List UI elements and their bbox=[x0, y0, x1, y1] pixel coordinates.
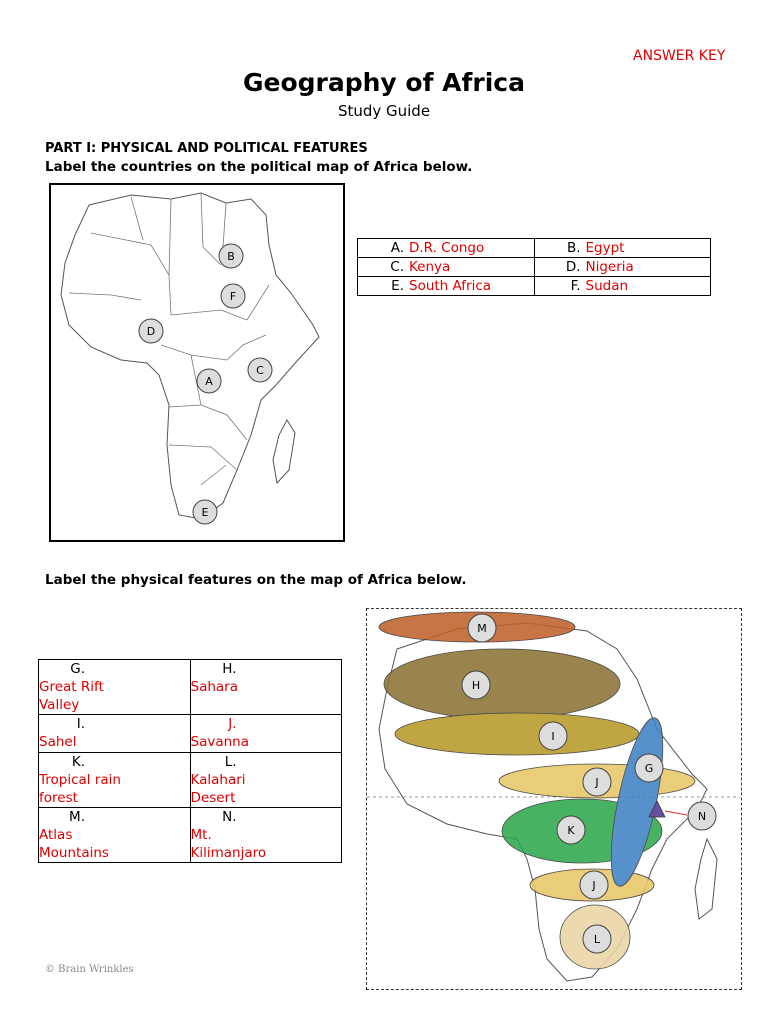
answer: Nigeria bbox=[585, 259, 634, 275]
marker-d: D bbox=[146, 325, 156, 338]
answer: Sahara bbox=[190, 679, 238, 695]
physical-map-drawing bbox=[367, 609, 740, 988]
answer: Tropical rain forest bbox=[39, 772, 121, 806]
political-map bbox=[49, 183, 345, 542]
instruction-physical: Label the physical features on the map of Africa below. bbox=[45, 572, 467, 588]
letter: H. bbox=[222, 661, 237, 677]
marker-a: A bbox=[205, 375, 213, 388]
table-row bbox=[39, 753, 342, 808]
part-heading: PART I: PHYSICAL AND POLITICAL FEATURES bbox=[45, 141, 368, 156]
marker-e: E bbox=[201, 506, 209, 519]
marker-i: I bbox=[551, 730, 555, 743]
page-title: Geography of Africa bbox=[242, 68, 525, 97]
answer-key-label: ANSWER KEY bbox=[633, 48, 726, 64]
marker-k: K bbox=[567, 824, 575, 837]
sahara-region bbox=[384, 649, 620, 719]
marker-l: L bbox=[593, 933, 601, 946]
letter: G. bbox=[70, 661, 85, 677]
political-map-drawing bbox=[51, 185, 343, 540]
letter: F. bbox=[570, 278, 581, 294]
answer: Sahel bbox=[39, 734, 77, 750]
letter: N. bbox=[222, 809, 237, 825]
answer: Kenya bbox=[409, 259, 451, 275]
table-row bbox=[39, 715, 342, 753]
letter: E. bbox=[391, 278, 404, 294]
marker-j-south: J bbox=[592, 879, 596, 892]
marker-m: M bbox=[477, 622, 487, 635]
marker-n: N bbox=[697, 810, 707, 823]
answer: D.R. Congo bbox=[409, 240, 485, 256]
answer: Savanna bbox=[190, 734, 249, 750]
letter: J. bbox=[228, 716, 237, 732]
madagascar-outline bbox=[695, 839, 717, 919]
letter: D. bbox=[565, 259, 581, 275]
letter: L. bbox=[224, 754, 237, 770]
countries-answer-table bbox=[357, 238, 711, 296]
marker-c: C bbox=[256, 364, 264, 377]
physical-answer-table bbox=[38, 659, 342, 863]
copyright: © Brain Wrinkles bbox=[45, 964, 134, 975]
page-subtitle: Study Guide bbox=[337, 102, 431, 120]
table-row bbox=[358, 277, 711, 296]
table-row bbox=[358, 239, 711, 258]
answer: Kalahari Desert bbox=[190, 772, 246, 806]
table-row bbox=[39, 660, 342, 715]
marker-b: B bbox=[227, 250, 235, 263]
answer: Atlas Mountains bbox=[39, 827, 109, 861]
answer: Egypt bbox=[585, 240, 625, 256]
instruction-countries: Label the countries on the political map of Africa below. bbox=[45, 159, 473, 175]
table-row bbox=[358, 258, 711, 277]
letter: A. bbox=[390, 240, 404, 256]
letter: B. bbox=[566, 240, 581, 256]
letter: C. bbox=[390, 259, 404, 275]
marker-h: H bbox=[471, 679, 481, 692]
sahel-region bbox=[395, 713, 639, 755]
answer: Sudan bbox=[585, 278, 629, 294]
physical-map bbox=[366, 608, 742, 990]
answer: South Africa bbox=[409, 278, 492, 294]
answer: Great Rift Valley bbox=[39, 679, 104, 713]
marker-g: G bbox=[644, 762, 654, 775]
letter: I. bbox=[76, 716, 85, 732]
table-row bbox=[39, 808, 342, 863]
answer: Mt. Kilimanjaro bbox=[190, 827, 267, 861]
letter: K. bbox=[71, 754, 85, 770]
marker-f: F bbox=[229, 290, 237, 303]
marker-j-north: J bbox=[595, 776, 599, 789]
letter: M. bbox=[69, 809, 85, 825]
